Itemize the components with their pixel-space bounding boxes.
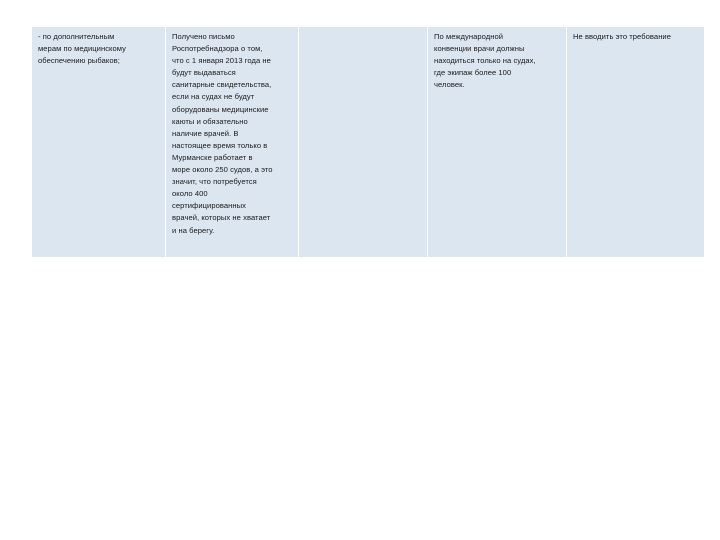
proposals-table	[32, 27, 704, 257]
table-cell-convention: По международной конвенции врачи должны находиться только на судах, где экипаж более 100 человек.	[427, 27, 566, 257]
table-cell-problem: Получено письмо Роспотребнадзора о том, что с 1 января 2013 года не будут выдаваться санитарные свидетельства, если на судах не будут оборудованы медицинские каюты и обязательно наличие врачей. В настоящее время только в Мурманске работает в море около 250 судов, а это значит, что потребуется около 400 сертифицированных врачей, которых не хватает и на берегу.	[165, 27, 298, 257]
table-cell-empty	[298, 27, 427, 257]
table-cell-measure: - по дополнительным мерам по медицинскому обеспечению рыбаков;	[32, 27, 165, 257]
table-cell-proposal: Не вводить это требование	[566, 27, 704, 257]
